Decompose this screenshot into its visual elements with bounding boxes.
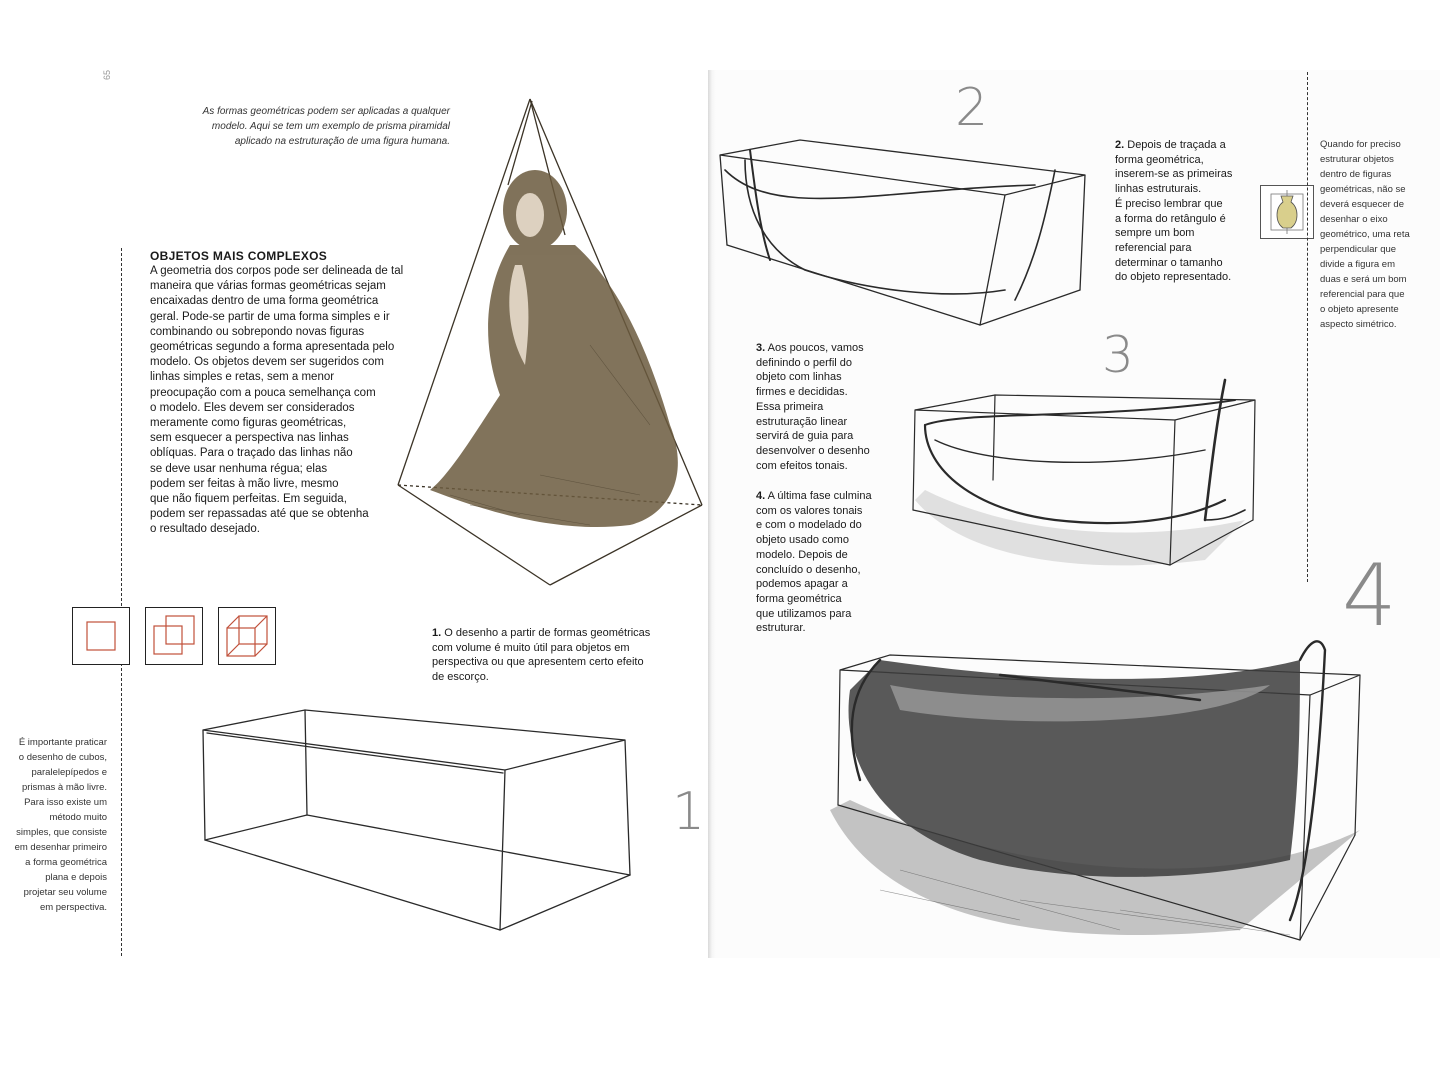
- overlapping-squares-example: [145, 607, 203, 665]
- box-sketch-2: [715, 130, 1090, 335]
- step-4-text: [756, 489, 896, 636]
- step-4-number: 4.: [756, 490, 766, 502]
- step-2-number: 2.: [1115, 139, 1125, 151]
- figure-number-1: 1: [672, 782, 706, 842]
- step-1-number: 1.: [432, 627, 442, 639]
- margin-dashed-line: [121, 248, 122, 956]
- flat-square-example: [72, 607, 130, 665]
- right-dashed-line: [1307, 72, 1308, 582]
- figure-number-2: 2: [955, 78, 989, 138]
- cube-example: [218, 607, 276, 665]
- vase-icon: [1261, 186, 1313, 238]
- step-3-number: 3.: [756, 342, 766, 354]
- boat-sketch-4: [820, 630, 1370, 950]
- step-2-text: [1115, 138, 1265, 285]
- step-1-text: [432, 626, 692, 685]
- vase-thumbnail: [1260, 185, 1314, 239]
- step-3-text: [756, 341, 896, 473]
- figure-caption: As formas geométricas podem ser aplicadas a qualquer modelo. Aqui se tem um exemplo de prisma piramidal aplicado na estruturação de uma figura humana.: [202, 106, 450, 147]
- step-4-body: A última fase culmina com os valores tonais e com o modelado do objeto usado como modelo. Depois de concluído o desenho, podemos apagar a forma geométrica que utilizamos para estruturar.: [756, 490, 872, 635]
- step-2-body: Depois de traçada a forma geométrica, inserem-se as primeiras linhas estruturais. É preciso lembrar que a forma do retângulo é sempre um bom referencial para determinar o tamanho do objeto representado.: [1115, 139, 1233, 284]
- left-side-note: É importante praticar o desenho de cubos, paralelepípedos e prismas à mão livre. Para isso existe um método muito simples, que consiste em desenhar primeiro a forma geométrica plana e depois projetar seu volume em perspectiva.: [14, 737, 107, 913]
- page-number: 65: [102, 69, 113, 81]
- boat-sketch-3: [905, 370, 1265, 580]
- box-sketch-1: [195, 700, 635, 940]
- figure-number-3: 3: [1102, 326, 1134, 384]
- step-3-body: Aos poucos, vamos definindo o perfil do objeto com linhas firmes e decididas. Essa primeira estruturação linear servirá de guia para desenvolver o desenho com efeitos tonais.: [756, 342, 870, 472]
- right-side-note: Quando for preciso estruturar objetos dentro de figuras geométricas, não se deverá esquecer de desenhar o eixo geométrico, uma reta perpendicular que divide a figura em duas e será um bom referencial para que o objeto apresente aspecto simétrico.: [1320, 139, 1410, 330]
- section-body: A geometria dos corpos pode ser delineada de tal maneira que várias formas geométricas sejam encaixadas dentro de uma forma geométrica geral. Pode-se partir de uma forma simples e ir combinando ou sobrepondo novas figuras geométricas segundo a forma apresentada pelo modelo. Os objetos devem ser sugeridos com linhas simples e retas, sem a menor preocupação com a pouca semelhança com o modelo. Eles devem ser considerados meramente como figuras geométricas, sem esquecer a perspectiva nas linhas oblíquas. Para o traçado das linhas não se deve usar nenhuma régua; elas podem ser feitas à mão livre, mesmo que não fiquem perfeitas. Em seguida, podem ser repassadas até que se obtenha o resultado desejado.: [150, 265, 404, 536]
- figure-number-4: 4: [1342, 546, 1397, 646]
- section-heading: OBJETOS MAIS COMPLEXOS: [150, 249, 328, 263]
- step-1-body: O desenho a partir de formas geométricas com volume é muito útil para objetos em perspectiva ou que apresentem certo efeito de escorço.: [432, 627, 651, 684]
- pyramid-figure-sketch: [390, 95, 710, 590]
